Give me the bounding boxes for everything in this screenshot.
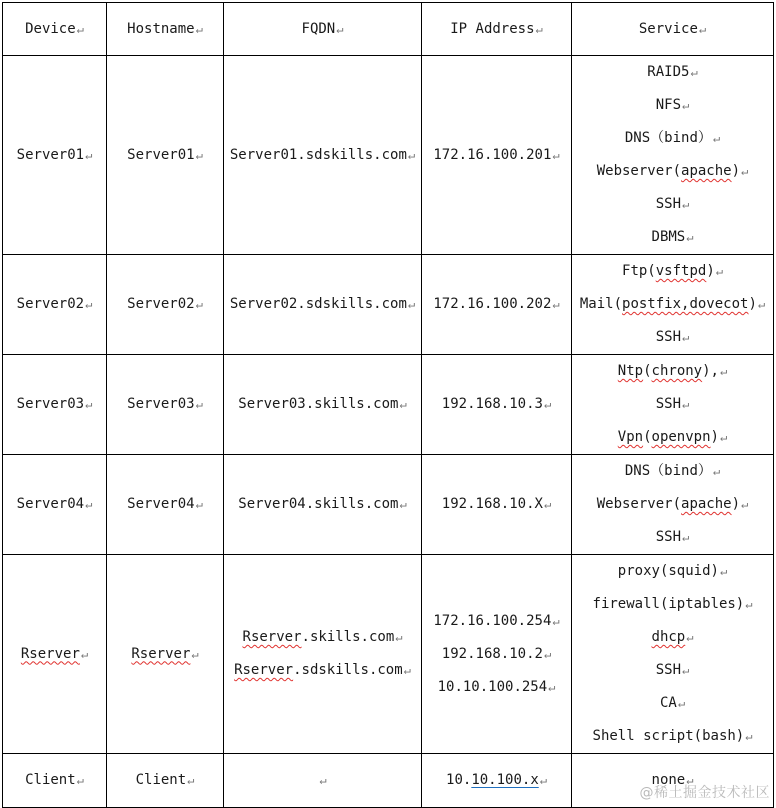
cell-hostname (107, 56, 224, 255)
server-table (2, 2, 774, 808)
cell-service-text: NFS (655, 97, 682, 113)
cell-service-line (572, 89, 773, 122)
paragraph-mark: ↵ (195, 147, 203, 162)
cell-ip-address-line (422, 638, 571, 671)
paragraph-mark: ↵ (399, 497, 407, 511)
cell-device-line (3, 638, 106, 671)
cell-service-text: Ftp(vsftpd) (622, 263, 715, 279)
cell-device (3, 455, 107, 555)
cell-device-text: Server02 (16, 296, 85, 312)
cell-service-text: SSH (655, 529, 682, 545)
paragraph-mark: ↵ (741, 497, 749, 511)
paragraph-mark: ↵ (690, 65, 698, 79)
cell-ip-address-line (422, 139, 571, 172)
cell-ip-address-text: 10.10.100.x (446, 772, 539, 788)
cell-device-line (3, 139, 106, 172)
paragraph-mark: ↵ (682, 98, 690, 112)
cell-service-text: Ntp(chrony), (617, 363, 719, 379)
cell-ip-address-line (422, 605, 571, 638)
cell-device (3, 255, 107, 355)
cell-hostname-text: Server03 (127, 396, 195, 412)
cell-device-text: Server01 (16, 146, 85, 163)
paragraph-mark: ↵ (195, 297, 203, 311)
paragraph-mark: ↵ (85, 147, 93, 162)
paragraph-mark: ↵ (543, 646, 552, 661)
cell-ip-address (422, 754, 572, 808)
cell-service (572, 555, 774, 754)
cell-hostname-line (107, 488, 223, 521)
cell-service-text: firewall(iptables) (592, 596, 745, 612)
paragraph-mark: ↵ (85, 297, 93, 311)
cell-service-line (572, 188, 773, 221)
paragraph-mark: ↵ (719, 430, 728, 444)
cell-fqdn-line (224, 288, 421, 321)
cell-hostname-text: Server02 (127, 296, 195, 312)
cell-ip-address (422, 255, 572, 355)
cell-service-text: DBMS (651, 229, 686, 245)
paragraph-mark: ↵ (745, 729, 753, 743)
cell-hostname-text: Rserver (131, 645, 191, 662)
cell-fqdn-line (224, 139, 421, 172)
cell-service-line (572, 122, 773, 155)
cell-service-line (572, 155, 773, 188)
cell-service-text: Vpn(openvpn) (617, 429, 719, 445)
cell-service-line (572, 488, 773, 521)
cell-service-line (572, 421, 773, 454)
paragraph-mark: ↵ (741, 164, 749, 178)
cell-service-line (572, 455, 773, 488)
cell-device (3, 555, 107, 754)
cell-fqdn-text: Rserver.skills.com (242, 629, 395, 645)
cell-ip-address-line (422, 288, 571, 321)
cell-hostname (107, 754, 224, 808)
cell-service (572, 355, 774, 455)
header-row (3, 3, 774, 56)
paragraph-mark: ↵ (407, 297, 416, 311)
cell-service-text: dhcp (651, 629, 686, 645)
cell-ip-address-text: 172.16.100.201 (433, 146, 552, 163)
cell-service (572, 255, 774, 355)
cell-service-text: RAID5 (647, 64, 690, 80)
cell-service (572, 455, 774, 555)
cell-fqdn (224, 355, 422, 455)
cell-fqdn-line (224, 764, 421, 797)
cell-hostname-line (107, 638, 223, 671)
paragraph-mark: ↵ (682, 330, 690, 344)
cell-fqdn-text: Server04.skills.com (238, 496, 399, 512)
paragraph-mark: ↵ (757, 297, 766, 311)
cell-hostname-line (107, 288, 223, 321)
paragraph-mark: ↵ (399, 397, 407, 411)
cell-hostname (107, 555, 224, 754)
cell-service-text: proxy(squid) (617, 563, 719, 579)
cell-service-text: SSH (655, 196, 682, 212)
cell-ip-address-text: 192.168.10.X (441, 496, 543, 512)
cell-ip-address (422, 355, 572, 455)
paragraph-mark: ↵ (552, 297, 560, 311)
cell-ip-address (422, 56, 572, 255)
paragraph-mark: ↵ (548, 679, 556, 694)
paragraph-mark: ↵ (719, 364, 728, 378)
cell-service-text: Webserver(apache) (596, 163, 741, 179)
cell-service-line (572, 588, 773, 621)
cell-device (3, 355, 107, 455)
cell-hostname-line (107, 764, 223, 797)
cell-fqdn-line (224, 654, 421, 687)
cell-fqdn-text: Rserver.sdskills.com (234, 662, 403, 678)
cell-fqdn (224, 455, 422, 555)
paragraph-mark: ↵ (395, 630, 403, 644)
cell-service-line (572, 654, 773, 687)
header-device: Device↵ (3, 3, 107, 56)
cell-fqdn-line (224, 388, 421, 421)
cell-hostname (107, 355, 224, 455)
cell-service-line (572, 555, 773, 588)
cell-fqdn-line (224, 488, 421, 521)
paragraph-mark: ↵ (682, 397, 690, 411)
cell-fqdn-text: Server01.sdskills.com (229, 146, 407, 163)
cell-device-line (3, 488, 106, 521)
paragraph-mark: ↵ (682, 530, 690, 544)
cell-hostname-line (107, 388, 223, 421)
cell-service-text: none (651, 772, 686, 788)
cell-device-text: Server04 (16, 496, 85, 512)
header-service: Service↵ (572, 3, 774, 56)
cell-service-text: SSH (655, 329, 682, 345)
paragraph-mark: ↵ (403, 663, 411, 677)
cell-fqdn (224, 56, 422, 255)
paragraph-mark: ↵ (712, 131, 721, 145)
cell-service-text: DNS（bind） (624, 130, 712, 146)
paragraph-mark: ↵ (80, 646, 89, 661)
paragraph-mark: ↵ (319, 773, 327, 787)
cell-hostname-text: Server04 (127, 496, 195, 512)
cell-service-text: Mail(postfix,dovecot) (579, 296, 757, 312)
paragraph-mark: ↵ (677, 696, 686, 710)
cell-service-text: Shell script(bash) (592, 728, 745, 744)
cell-hostname-text: Server01 (127, 146, 195, 163)
cell-fqdn (224, 255, 422, 355)
cell-hostname-line (107, 139, 223, 172)
table-row (3, 355, 774, 455)
paragraph-mark: ↵ (715, 264, 723, 278)
cell-service-text: Webserver(apache) (596, 496, 741, 512)
header-hostname: Hostname↵ (107, 3, 224, 56)
cell-service-text: CA (659, 695, 677, 711)
paragraph-mark: ↵ (76, 773, 84, 787)
cell-ip-address-text: 10.10.100.254 (437, 678, 548, 695)
cell-hostname (107, 255, 224, 355)
cell-device-text: Rserver (20, 645, 80, 662)
cell-device-text: Server03 (16, 396, 85, 412)
cell-service-line (572, 355, 773, 388)
paragraph-mark: ↵ (407, 147, 416, 162)
paragraph-mark: ↵ (682, 197, 690, 211)
cell-service-line (572, 288, 773, 321)
cell-service-line (572, 621, 773, 654)
paragraph-mark: ↵ (686, 773, 694, 787)
cell-ip-address-text: 172.16.100.202 (433, 296, 552, 312)
paragraph-mark: ↵ (745, 597, 753, 611)
cell-service-text: SSH (655, 396, 682, 412)
cell-service-line (572, 221, 773, 254)
paragraph-mark: ↵ (712, 464, 721, 478)
paragraph-mark: ↵ (543, 497, 552, 511)
cell-service-line (572, 521, 773, 554)
cell-service-line (572, 720, 773, 753)
cell-device-line (3, 764, 106, 797)
cell-device-line (3, 288, 106, 321)
cell-device-text: Client (25, 772, 76, 788)
table-row (3, 56, 774, 255)
cell-ip-address-line (422, 671, 571, 704)
cell-service (572, 56, 774, 255)
cell-service-line (572, 56, 773, 89)
cell-ip-address-line (422, 388, 571, 421)
cell-device-line (3, 388, 106, 421)
cell-service-text: DNS（bind） (624, 463, 712, 479)
table-body (3, 3, 774, 808)
cell-ip-address-text: 192.168.10.2 (441, 645, 543, 662)
cell-device (3, 56, 107, 255)
cell-service-line (572, 687, 773, 720)
cell-service-line (572, 255, 773, 288)
paragraph-mark: ↵ (85, 397, 93, 411)
table-row (3, 455, 774, 555)
cell-hostname (107, 455, 224, 555)
cell-fqdn-text: Server02.sdskills.com (229, 296, 407, 312)
cell-hostname-text: Client (135, 772, 187, 788)
cell-ip-address-text: 192.168.10.3 (441, 396, 543, 412)
paragraph-mark: ↵ (686, 630, 694, 644)
cell-service-line (572, 388, 773, 421)
paragraph-mark: ↵ (552, 147, 560, 162)
paragraph-mark: ↵ (552, 613, 560, 628)
cell-ip-address (422, 455, 572, 555)
cell-fqdn-line (224, 621, 421, 654)
cell-service-line (572, 321, 773, 354)
paragraph-mark: ↵ (543, 397, 552, 411)
cell-ip-address-line (422, 764, 571, 797)
paragraph-mark: ↵ (686, 230, 694, 244)
header-fqdn: FQDN↵ (224, 3, 422, 56)
table-row (3, 555, 774, 754)
paragraph-mark: ↵ (682, 663, 690, 677)
paragraph-mark: ↵ (85, 497, 93, 511)
watermark: @稀土掘金技术社区 (639, 785, 770, 801)
cell-ip-address-text: 172.16.100.254 (433, 612, 552, 629)
cell-ip-address (422, 555, 572, 754)
table-row (3, 255, 774, 355)
cell-fqdn (224, 754, 422, 808)
paragraph-mark: ↵ (195, 397, 203, 411)
paragraph-mark: ↵ (187, 773, 195, 787)
cell-ip-address-line (422, 488, 571, 521)
cell-service-text: SSH (655, 662, 682, 678)
header-ip-address: IP Address↵ (422, 3, 572, 56)
paragraph-mark: ↵ (191, 646, 199, 661)
cell-fqdn (224, 555, 422, 754)
cell-device (3, 754, 107, 808)
paragraph-mark: ↵ (195, 497, 203, 511)
cell-fqdn-text: Server03.skills.com (238, 396, 399, 412)
paragraph-mark: ↵ (719, 564, 728, 578)
paragraph-mark: ↵ (539, 773, 547, 787)
